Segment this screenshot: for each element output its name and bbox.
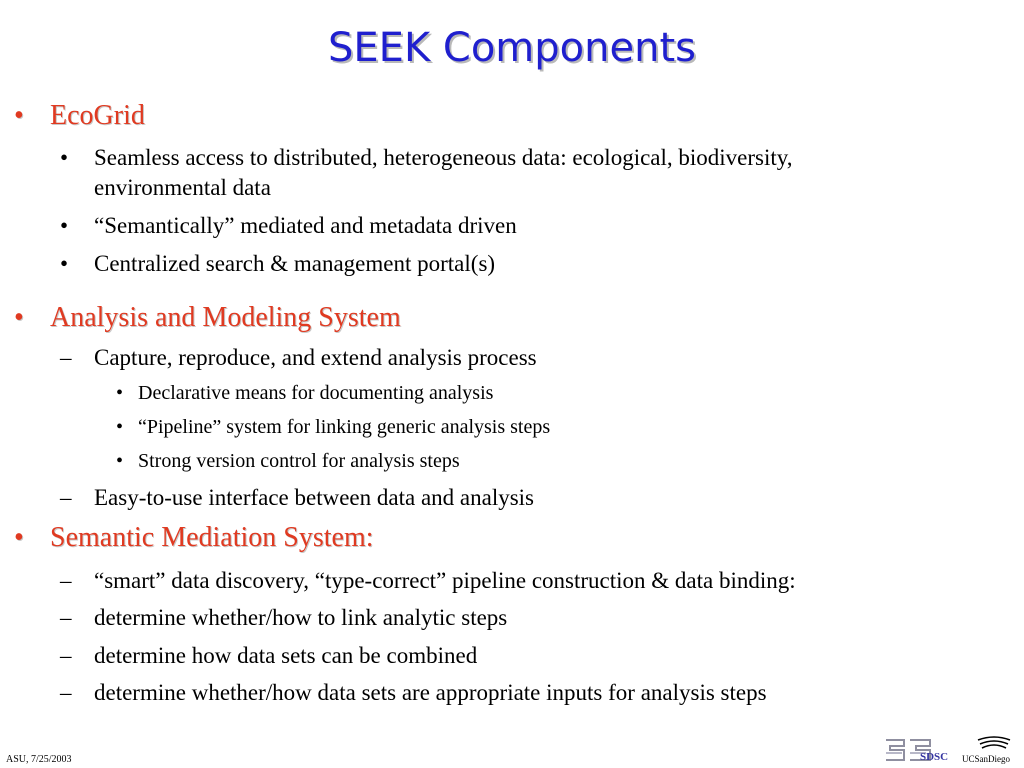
ucsd-logo-icon — [974, 736, 1014, 752]
list-item-text: determine whether/how data sets are appropriate inputs for analysis steps — [94, 680, 767, 705]
bullet-marker: • — [116, 382, 124, 404]
list-item-text: Centralized search & management portal(s) — [94, 251, 496, 276]
bullet-marker: • — [60, 251, 69, 276]
list-item-text: Capture, reproduce, and extend analysis process — [94, 345, 537, 370]
sub-list-item-text: Declarative means for documenting analysis — [138, 382, 494, 404]
sdsc-label: SDSC — [920, 751, 949, 763]
bullet-marker: • — [14, 100, 24, 131]
footer-text: ASU, 7/25/2003 — [6, 754, 72, 765]
section-heading-text: EcoGrid — [50, 100, 145, 131]
list-item-text: “smart” data discovery, “type-correct” pipeline construction & data binding: — [94, 568, 796, 593]
slide-title: SEEK Components — [328, 25, 696, 71]
dash-marker: – — [60, 485, 72, 510]
list-item-text: determine whether/how to link analytic steps — [94, 605, 508, 630]
list-item-text: environmental data — [94, 175, 271, 200]
list-item-text: “Semantically” mediated and metadata driven — [94, 213, 517, 238]
sub-list-item-text: “Pipeline” system for linking generic analysis steps — [138, 416, 551, 438]
footer-logos — [884, 736, 1020, 766]
dash-marker: – — [60, 568, 72, 593]
list-item-text: determine how data sets can be combined — [94, 643, 478, 668]
bullet-marker: • — [14, 522, 24, 553]
dash-marker: – — [60, 643, 72, 668]
bullet-marker: • — [60, 145, 69, 170]
list-item-continuation — [94, 175, 271, 201]
dash-marker: – — [60, 605, 72, 630]
bullet-marker: • — [14, 302, 24, 333]
dash-marker: – — [60, 680, 72, 705]
ucsd-label: UCSanDiego — [962, 754, 1010, 764]
list-item-text: Seamless access to distributed, heterogeneous data: ecological, biodiversity, — [94, 145, 793, 170]
dash-marker: – — [60, 345, 72, 370]
bullet-marker: • — [116, 416, 124, 438]
bullet-marker: • — [60, 213, 69, 238]
section-heading-text: Semantic Mediation System: — [50, 522, 374, 553]
bullet-marker: • — [116, 450, 124, 472]
list-item-text: Easy-to-use interface between data and analysis — [94, 485, 534, 510]
section-heading-text: Analysis and Modeling System — [50, 302, 401, 333]
sub-list-item-text: Strong version control for analysis steps — [138, 450, 460, 472]
